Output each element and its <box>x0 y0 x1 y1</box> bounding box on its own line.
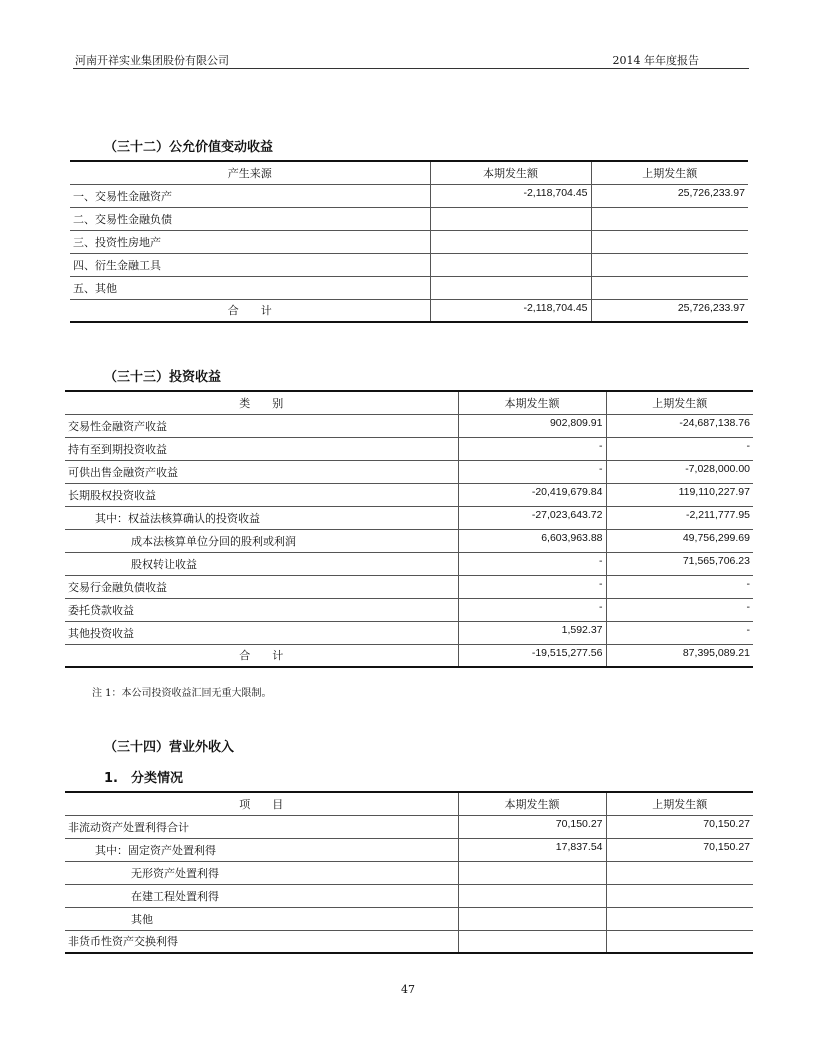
row-label: 交易行金融负债收益 <box>65 575 458 598</box>
table-row <box>65 838 753 861</box>
table-row <box>65 506 753 529</box>
row-label: 其中：权益法核算确认的投资收益 <box>65 506 458 529</box>
table-row <box>65 930 753 953</box>
current-amount: -2,118,704.45 <box>430 299 591 322</box>
current-amount: -27,023,643.72 <box>458 506 606 529</box>
current-amount: 6,603,963.88 <box>458 529 606 552</box>
row-label: 五、其他 <box>70 276 430 299</box>
row-label: 非流动资产处置利得合计 <box>65 815 458 838</box>
prior-amount <box>606 884 753 907</box>
section-34-title: （三十四）营业外收入 <box>104 740 235 755</box>
report-title: 2014 年年度报告 <box>612 54 699 67</box>
table-row <box>65 815 753 838</box>
table-row <box>65 460 753 483</box>
company-name: 河南开祥实业集团股份有限公司 <box>75 54 229 67</box>
prior-amount: -24,687,138.76 <box>606 414 753 437</box>
current-amount: - <box>458 437 606 460</box>
col-header: 产生来源 <box>70 161 430 184</box>
row-label: 一、交易性金融资产 <box>70 184 430 207</box>
table-row <box>65 907 753 930</box>
prior-amount <box>591 230 748 253</box>
table-row <box>65 437 753 460</box>
prior-amount <box>591 276 748 299</box>
prior-amount: -2,211,777.95 <box>606 506 753 529</box>
current-amount: 1,592.37 <box>458 621 606 644</box>
table-row <box>65 414 753 437</box>
current-amount: 17,837.54 <box>458 838 606 861</box>
prior-amount: 49,756,299.69 <box>606 529 753 552</box>
current-amount: - <box>458 575 606 598</box>
total-row <box>65 644 753 667</box>
table-row <box>65 884 753 907</box>
current-amount <box>430 276 591 299</box>
row-label: 无形资产处置利得 <box>65 861 458 884</box>
row-label: 在建工程处置利得 <box>65 884 458 907</box>
col-header: 本期发生额 <box>430 161 591 184</box>
prior-amount: 70,150.27 <box>606 838 753 861</box>
prior-amount: 119,110,227.97 <box>606 483 753 506</box>
table-row <box>65 598 753 621</box>
current-amount: 70,150.27 <box>458 815 606 838</box>
current-amount <box>430 253 591 276</box>
col-header: 类 别 <box>65 391 458 414</box>
prior-amount <box>591 253 748 276</box>
col-header: 本期发生额 <box>458 792 606 815</box>
row-label: 其中：固定资产处置利得 <box>65 838 458 861</box>
row-label: 长期股权投资收益 <box>65 483 458 506</box>
prior-amount <box>591 207 748 230</box>
current-amount: - <box>458 552 606 575</box>
prior-amount: 71,565,706.23 <box>606 552 753 575</box>
table-row <box>65 529 753 552</box>
prior-amount <box>606 907 753 930</box>
prior-amount: - <box>606 575 753 598</box>
col-header: 上期发生额 <box>606 391 753 414</box>
prior-amount <box>606 930 753 953</box>
current-amount <box>430 207 591 230</box>
prior-amount: - <box>606 621 753 644</box>
total-label: 合 计 <box>65 644 458 667</box>
row-label: 三、投资性房地产 <box>70 230 430 253</box>
non-operating-income-table <box>65 791 753 954</box>
row-label: 其他投资收益 <box>65 621 458 644</box>
table-row <box>65 552 753 575</box>
investment-income-table <box>65 390 753 668</box>
current-amount <box>458 930 606 953</box>
fair-value-change-table <box>70 160 748 323</box>
table-row <box>65 621 753 644</box>
current-amount: -2,118,704.45 <box>430 184 591 207</box>
row-label: 非货币性资产交换利得 <box>65 930 458 953</box>
page-number: 47 <box>401 983 415 996</box>
current-amount <box>458 884 606 907</box>
table-row <box>70 207 748 230</box>
current-amount <box>430 230 591 253</box>
row-label: 二、交易性金融负债 <box>70 207 430 230</box>
table-row <box>65 483 753 506</box>
section-32-title: （三十二）公允价值变动收益 <box>104 140 274 155</box>
page-header <box>73 50 749 69</box>
row-label: 其他 <box>65 907 458 930</box>
prior-amount: 25,726,233.97 <box>591 299 748 322</box>
footnote: 注 1：本公司投资收益汇回无重大限制。 <box>92 688 272 699</box>
row-label: 委托贷款收益 <box>65 598 458 621</box>
prior-amount: 87,395,089.21 <box>606 644 753 667</box>
col-header: 本期发生额 <box>458 391 606 414</box>
table-row <box>70 184 748 207</box>
prior-amount: - <box>606 437 753 460</box>
row-label: 成本法核算单位分回的股利或利润 <box>65 529 458 552</box>
table-row <box>70 230 748 253</box>
current-amount: -19,515,277.56 <box>458 644 606 667</box>
col-header: 项 目 <box>65 792 458 815</box>
row-label: 持有至到期投资收益 <box>65 437 458 460</box>
col-header: 上期发生额 <box>591 161 748 184</box>
current-amount: - <box>458 460 606 483</box>
prior-amount: 25,726,233.97 <box>591 184 748 207</box>
prior-amount <box>606 861 753 884</box>
table-row <box>65 575 753 598</box>
table-header-row <box>70 161 748 184</box>
table-header-row <box>65 792 753 815</box>
table-header-row <box>65 391 753 414</box>
subsection-title: 1. 分类情况 <box>104 771 183 786</box>
prior-amount: 70,150.27 <box>606 815 753 838</box>
total-label: 合 计 <box>70 299 430 322</box>
table-row <box>70 276 748 299</box>
row-label: 可供出售金融资产收益 <box>65 460 458 483</box>
section-33-title: （三十三）投资收益 <box>104 370 222 385</box>
prior-amount: - <box>606 598 753 621</box>
row-label: 股权转让收益 <box>65 552 458 575</box>
total-row <box>70 299 748 322</box>
current-amount <box>458 907 606 930</box>
current-amount: 902,809.91 <box>458 414 606 437</box>
current-amount: -20,419,679.84 <box>458 483 606 506</box>
current-amount <box>458 861 606 884</box>
row-label: 四、衍生金融工具 <box>70 253 430 276</box>
table-row <box>70 253 748 276</box>
row-label: 交易性金融资产收益 <box>65 414 458 437</box>
prior-amount: -7,028,000.00 <box>606 460 753 483</box>
col-header: 上期发生额 <box>606 792 753 815</box>
table-row <box>65 861 753 884</box>
current-amount: - <box>458 598 606 621</box>
